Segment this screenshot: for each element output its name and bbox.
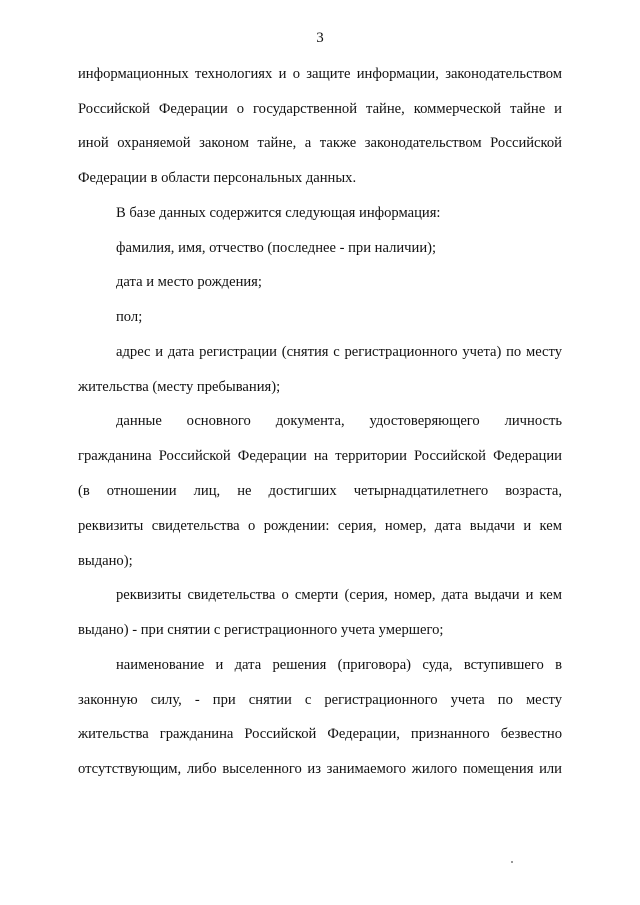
text-line: (в отношении лиц, не достигших четырнадцатилетнего возраста,	[78, 483, 562, 499]
text-line: жительства (месту пребывания);	[78, 379, 281, 395]
text-line: отсутствующим, либо выселенного из занимаемого жилого помещения или	[78, 761, 562, 777]
text-line: информационных технологиях и о защите информации, законодательством	[78, 66, 562, 82]
text-line: Российской Федерации о государственной тайне, коммерческой тайне и	[78, 101, 562, 117]
text-line: пол;	[116, 309, 143, 325]
page-number: 3	[316, 30, 324, 46]
text-line: Федерации в области персональных данных.	[78, 170, 357, 186]
text-line: данные основного документа, удостоверяющего личность	[116, 413, 562, 429]
text-line: реквизиты свидетельства о смерти (серия, номер, дата выдачи и кем	[116, 587, 562, 603]
text-line: выдано) - при снятии с регистрационного учета умершего;	[78, 622, 444, 638]
text-line: гражданина Российской Федерации на территории Российской Федерации	[78, 448, 562, 464]
text-line: реквизиты свидетельства о рождении: серия, номер, дата выдачи и кем	[78, 518, 562, 534]
text-line: выдано);	[78, 553, 133, 569]
text-line: жительства гражданина Российской Федерации, признанного безвестно	[78, 726, 562, 742]
text-line: В базе данных содержится следующая информация:	[116, 205, 441, 221]
text-line: дата и место рождения;	[116, 274, 262, 290]
text-line: наименование и дата решения (приговора) суда, вступившего в	[116, 657, 562, 673]
text-line: законную силу, - при снятии с регистрационного учета по месту	[78, 692, 562, 708]
text-line: фамилия, имя, отчество (последнее - при наличии);	[116, 240, 437, 256]
scan-speck	[511, 861, 513, 863]
text-line: иной охраняемой законом тайне, а также законодательством Российской	[78, 135, 562, 151]
text-line: адрес и дата регистрации (снятия с регистрационного учета) по месту	[116, 344, 562, 360]
